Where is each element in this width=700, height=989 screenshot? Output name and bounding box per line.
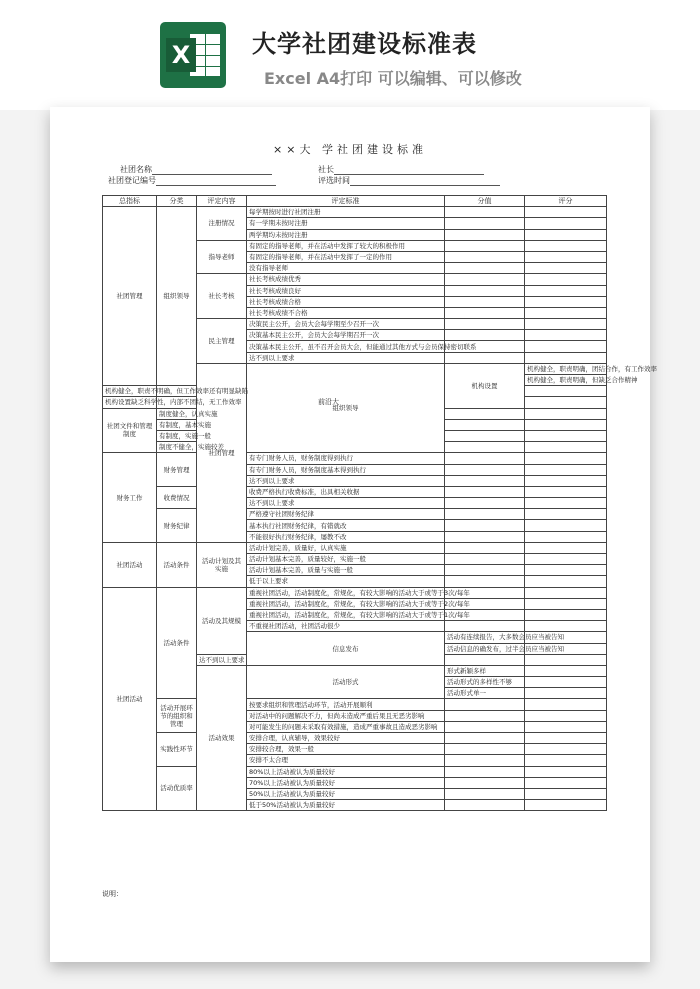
main-indicator-cell: 社团管理 [103,207,157,386]
column-header: 评分 [525,196,607,207]
content-cell: 财务纪律 [157,509,197,543]
standard-cell: 70%以上活动被认为质量较好 [247,777,445,788]
standard-cell: 收费严格执行收费标准，出具相关收据 [247,486,445,497]
standard-cell: 机构设置缺乏科学性，内部不团结，无工作效率 [103,397,157,408]
rating-cell[interactable] [525,755,607,766]
score-value-cell[interactable] [525,677,607,688]
page-subtitle: Excel A4打印 可以编辑、可以修改 [264,69,522,88]
standard-cell: 低于以上要求 [247,576,445,587]
score-value-cell[interactable] [445,408,525,419]
table-row [103,542,607,553]
registration-number-label: 社团登记编号 [108,176,156,185]
watermark-overlay: 前沿大 [318,398,339,406]
standard-cell: 低于50%活动被认为质量较好 [247,800,445,811]
standard-cell: 机构健全，职责明确，团结合作，有工作效率 [525,363,607,374]
table-row [103,486,607,497]
standard-cell: 机构健全，职责不明确，但工作效率还有明显缺陷 [103,386,157,397]
standard-cell: 社长考核成绩良好 [247,285,445,296]
standard-cell: 社长考核成绩不合格 [247,307,445,318]
standard-cell: 基本执行社团财务纪律，有错就改 [247,520,445,531]
score-value-cell[interactable] [525,688,607,699]
rating-cell[interactable] [525,721,607,732]
evaluation-time-label: 评选时间 [318,176,350,185]
score-value-cell[interactable] [445,755,525,766]
standard-cell: 有一学期未按时注册 [247,218,445,229]
score-value-cell[interactable] [445,710,525,721]
content-cell: 收费情况 [157,486,197,508]
score-value-cell[interactable] [445,576,525,587]
standard-cell: 形式新颖多样 [445,665,525,676]
column-header: 分值 [445,196,525,207]
standard-cell: 重视社团活动，活动制度化，常规化，有较大影响的活动大于或等于2次/每年 [247,598,445,609]
rating-cell[interactable] [525,229,607,240]
category-cell: 财务工作 [103,453,157,543]
standard-cell: 按要求组织和管理活动环节，活动开展顺利 [247,699,445,710]
rating-cell[interactable] [525,498,607,509]
score-value-cell[interactable] [445,453,525,464]
standard-cell: 有固定的指导老师，并在活动中发挥了较大的积极作用 [247,240,445,251]
rating-cell[interactable] [525,464,607,475]
rating-cell[interactable] [525,554,607,565]
category-cell: 活动条件 [157,542,197,587]
standard-cell: 50%以上活动被认为质量较好 [247,788,445,799]
rating-cell[interactable] [525,397,607,408]
standard-cell: 不能很好执行财务纪律，屡教不改 [247,531,445,542]
category-cell: 组织领导 [157,207,197,386]
score-value-cell[interactable] [445,307,525,318]
standard-cell: 不重视社团活动，社团活动很少 [247,621,445,632]
score-value-cell[interactable] [445,565,525,576]
standard-cell: 有固定的指导老师，并在活动中发挥了一定的作用 [247,251,445,262]
page-header [0,0,700,110]
table-row [103,699,607,710]
standard-cell: 重视社团活动，活动制度化，常规化，有较大影响的活动大于或等于3次/每年 [247,587,445,598]
content-cell: 实践性环节 [157,733,197,767]
score-value-cell[interactable] [445,721,525,732]
standard-cell: 严格遵守社团财务纪律 [247,509,445,520]
standard-cell: 安排合理，认真辅导，效果较好 [247,733,445,744]
document-page [50,107,657,962]
score-value-cell[interactable] [525,665,607,676]
table-row [103,453,607,464]
standard-cell: 达不到以上要求 [197,654,247,665]
excel-icon [160,22,226,88]
rating-cell[interactable] [525,509,607,520]
rating-cell[interactable] [525,710,607,721]
score-value-cell[interactable] [445,218,525,229]
standard-cell: 达不到以上要求 [247,352,445,363]
rating-cell[interactable] [525,576,607,587]
rating-cell[interactable] [525,486,607,497]
rating-cell[interactable] [525,699,607,710]
rating-cell[interactable] [525,319,607,330]
rating-cell[interactable] [525,609,607,620]
president-field[interactable] [318,164,484,175]
rating-cell[interactable] [525,218,607,229]
rating-cell[interactable] [525,330,607,341]
score-value-cell[interactable] [445,430,525,441]
standard-cell: 决策民主公开，会员大会每学期至少召开一次 [247,319,445,330]
category-cell: 活动效果 [197,665,247,810]
column-header: 评定内容 [197,196,247,207]
rating-cell[interactable] [525,587,607,598]
standard-cell: 机构健全，职责明确，但缺乏合作精神 [525,375,607,386]
standard-cell: 社长考核成绩合格 [247,296,445,307]
score-value-cell[interactable] [445,352,525,363]
column-header: 总指标 [103,196,157,207]
content-cell: 机构设置 [445,363,525,408]
rating-cell[interactable] [525,207,607,218]
score-value-cell[interactable] [445,442,525,453]
rating-cell[interactable] [525,430,607,441]
content-cell: 财务管理 [157,453,197,487]
standard-cell: 两学期均未按时注册 [247,229,445,240]
standard-cell: 制度不健全，实施较差 [157,442,197,453]
score-value-cell[interactable] [445,419,525,430]
standard-cell: 社长考核成绩优秀 [247,274,445,285]
rating-cell[interactable] [525,240,607,251]
content-cell: 民主管理 [197,319,247,364]
main-indicator-cell: 社团管理 [197,363,247,542]
standard-cell: 活动有连续报告，大多数会员应当被告知 [445,632,525,643]
score-value-cell[interactable] [445,621,525,632]
standard-cell: 对可能发生的问题未采取有效措施，造成严重事故且造成恶劣影响 [247,721,445,732]
rating-cell[interactable] [525,542,607,553]
score-value-cell[interactable] [445,744,525,755]
president-label: 社长 [318,165,334,174]
club-name-label: 社团名称 [120,165,152,174]
content-cell: 注册情况 [197,207,247,241]
score-value-cell[interactable] [445,509,525,520]
score-value-cell[interactable] [445,274,525,285]
score-value-cell[interactable] [445,531,525,542]
score-value-cell[interactable] [445,766,525,777]
table-row [103,509,607,520]
rating-cell[interactable] [525,598,607,609]
rating-cell[interactable] [525,251,607,262]
score-value-cell[interactable] [445,554,525,565]
rating-cell[interactable] [525,788,607,799]
rating-cell[interactable] [525,263,607,274]
standard-cell: 活动计划基本完善，质量较好，实施一般 [247,554,445,565]
rating-cell[interactable] [525,744,607,755]
rating-cell[interactable] [525,274,607,285]
rating-cell[interactable] [525,733,607,744]
score-value-cell[interactable] [445,542,525,553]
standard-cell: 制度健全，认真实施 [157,408,197,419]
standard-cell: 活动计划完善，质量好，认真实施 [247,542,445,553]
standard-cell: 有专门财务人员，财务制度基本得到执行 [247,464,445,475]
score-value-cell[interactable] [445,475,525,486]
content-cell: 活动及其规模 [197,587,247,654]
rating-cell[interactable] [525,621,607,632]
standard-cell: 达不到以上要求 [247,498,445,509]
rating-cell[interactable] [525,654,607,665]
table-header-row [103,196,607,207]
content-cell: 活动计划及其实施 [197,542,247,587]
score-value-cell[interactable] [445,520,525,531]
rating-cell[interactable] [525,766,607,777]
standard-cell: 有制度，基本实施 [157,419,197,430]
score-value-cell[interactable] [445,486,525,497]
main-indicator-cell: 社团活动 [103,587,157,811]
standard-cell: 活动形式的多样性不够 [445,677,525,688]
rating-cell[interactable] [525,296,607,307]
standard-cell: 80%以上活动被认为质量较好 [247,766,445,777]
rating-cell[interactable] [525,386,607,397]
score-value-cell[interactable] [445,788,525,799]
content-cell: 社团文件和管理制度 [103,408,157,453]
table-row [103,766,607,777]
standard-cell: 活动计划基本完善，质量与实施一般 [247,565,445,576]
content-cell: 指导老师 [197,240,247,274]
standard-cell: 每学期按时进行社团注册 [247,207,445,218]
score-value-cell[interactable] [445,319,525,330]
standard-cell: 达不到以上要求 [247,475,445,486]
standard-cell: 安排不太合理 [247,755,445,766]
excel-icon-letter: X [166,38,196,72]
rating-cell[interactable] [525,520,607,531]
score-value-cell[interactable] [445,733,525,744]
content-cell: 活动开展环节的组织和管理 [157,699,197,733]
rating-cell[interactable] [525,531,607,542]
rating-cell[interactable] [525,352,607,363]
club-name-field[interactable] [120,164,272,175]
score-value-cell[interactable] [445,207,525,218]
score-value-cell[interactable] [445,240,525,251]
document-title: ××大 学社团建设标准 [273,143,427,156]
rating-cell[interactable] [525,565,607,576]
score-value-cell[interactable] [445,263,525,274]
standard-cell: 活动信息的确发布，过半会员应当被告知 [445,643,525,654]
standard-cell: 决策基本民主公开，虽不召开会员大会，但能通过其他方式与会员保持密切联系 [247,341,445,352]
content-cell: 活动形式 [247,665,445,699]
standard-cell: 决策基本民主公开，会员大会每学期召开一次 [247,330,445,341]
score-value-cell[interactable] [445,699,525,710]
score-value-cell[interactable] [445,285,525,296]
rating-cell[interactable] [525,475,607,486]
standard-cell: 安排较合理，效果一般 [247,744,445,755]
rating-cell[interactable] [525,307,607,318]
evaluation-time-field[interactable] [318,175,500,186]
standard-cell: 有专门财务人员，财务制度得到执行 [247,453,445,464]
score-value-cell[interactable] [445,330,525,341]
content-cell: 活动优质率 [157,766,197,811]
score-value-cell[interactable] [445,251,525,262]
rating-cell[interactable] [525,285,607,296]
standard-cell: 对活动中的问题解决不力，但尚未造成严重后果且无恶劣影响 [247,710,445,721]
score-value-cell[interactable] [445,498,525,509]
standard-cell: 活动形式单一 [445,688,525,699]
standard-cell: 没有指导老师 [247,263,445,274]
standard-cell: 有制度，实施一般 [157,430,197,441]
score-value-cell[interactable] [445,777,525,788]
score-value-cell[interactable] [445,229,525,240]
evaluation-table [102,195,657,811]
content-cell: 信息发布 [247,632,445,666]
category-cell: 活动条件 [157,587,197,699]
rating-cell[interactable] [525,442,607,453]
column-header: 评定标准 [247,196,445,207]
page-title: 大学社团建设标准表 [252,30,477,58]
score-value-cell[interactable] [445,654,525,665]
rating-cell[interactable] [525,341,607,352]
score-value-cell[interactable] [445,464,525,475]
table-row [103,587,607,598]
notes-label: 说明： [102,890,123,898]
main-indicator-cell: 社团活动 [103,542,157,587]
content-cell: 社长考核 [197,274,247,319]
rating-cell[interactable] [525,453,607,464]
rating-cell[interactable] [525,800,607,811]
rating-cell[interactable] [525,408,607,419]
score-value-cell[interactable] [445,296,525,307]
table-row [103,733,607,744]
rating-cell[interactable] [525,777,607,788]
standard-cell: 重视社团活动，活动制度化，常规化，有较大影响的活动大于或等于1次/每年 [247,609,445,620]
table-row [103,207,607,218]
column-header: 分类 [157,196,197,207]
registration-number-field[interactable] [108,175,276,186]
rating-cell[interactable] [525,419,607,430]
score-value-cell[interactable] [445,800,525,811]
category-cell: 组织领导 [247,363,445,453]
